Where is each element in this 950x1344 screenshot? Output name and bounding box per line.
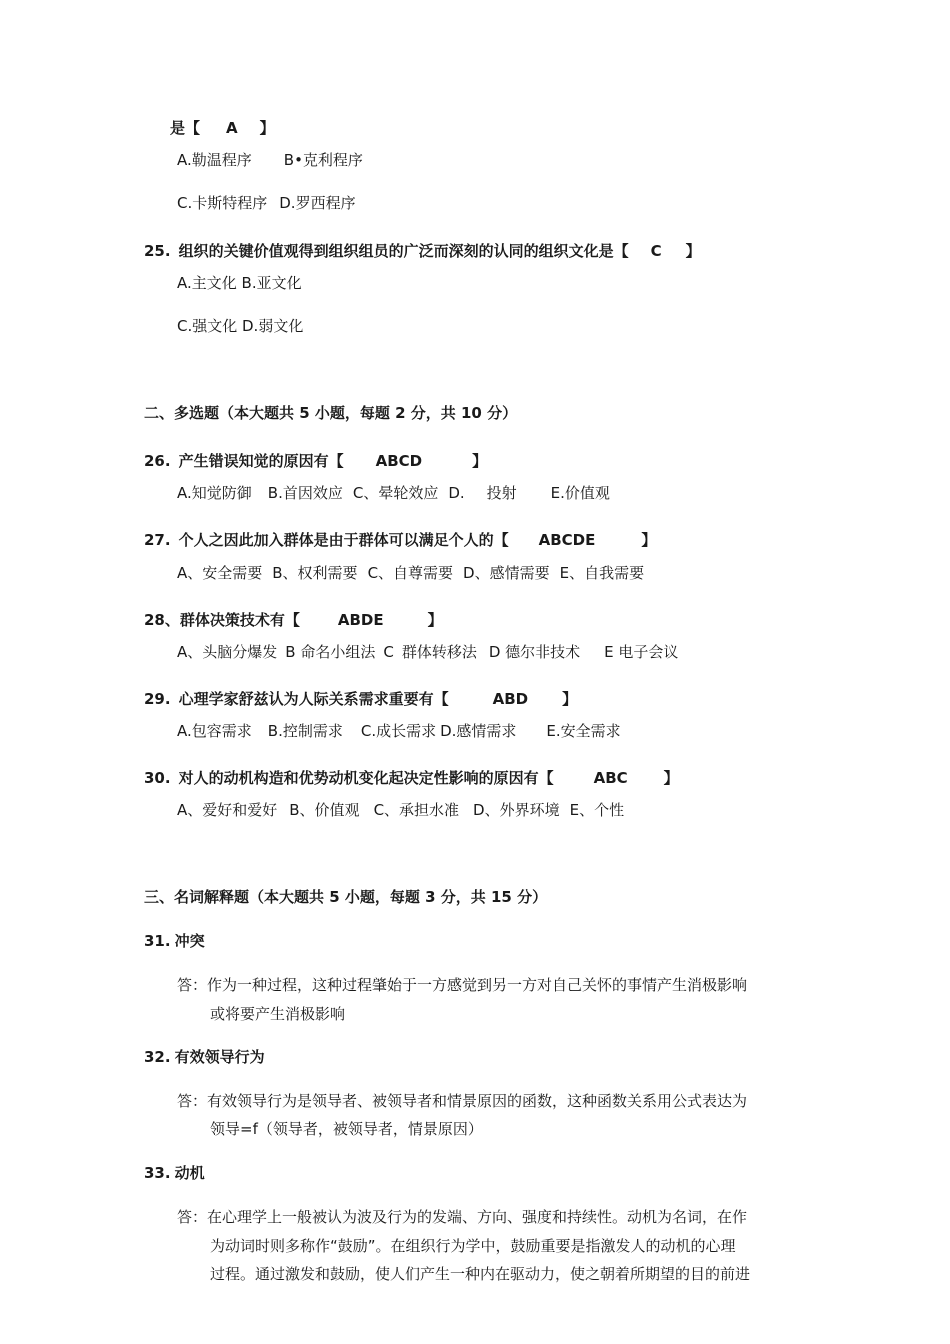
q31-term [144,931,205,951]
q24-options-row2 [177,193,356,213]
q26-number: 26. [144,452,171,470]
q25-number: 25. [144,242,171,260]
q25-answer: C [650,242,662,260]
q26-stem [144,451,487,471]
q33-term-text: 动机 [174,1164,205,1182]
q30-stem [144,768,679,788]
q28-option-c: 群体转移法 [401,643,477,661]
q29-stem-text: 心理学家舒兹认为人际关系需求重要有【 [178,690,449,708]
q28-number: 28、 [144,611,180,629]
q29-number: 29. [144,690,171,708]
q31-term-text: 冲突 [174,932,205,950]
q28-close-bracket: 】 [427,611,443,629]
q26-option-b: B.首因效应 [267,484,343,502]
q29-option-c: C.成长需求 [360,722,437,740]
q32-answer-line2: 领导=f（领导者，被领导者，情景原因） [210,1120,483,1138]
q28-options [177,642,678,662]
q26-option-d: 投射 [486,484,517,502]
q27-close-bracket: 】 [641,531,657,549]
q28-answer: ABDE [337,611,384,629]
q24-stem-tail [170,118,275,138]
q31-number: 31. [144,932,171,950]
q33-number: 33. [144,1164,171,1182]
q27-option-c: C、自尊需要 [367,564,454,582]
q30-close-bracket: 】 [663,769,679,787]
q33-answer-line1: 答：在心理学上一般被认为波及行为的发端、方向、强度和持续性。动机为名词，在作 [177,1208,748,1226]
q27-answer: ABCDE [538,531,596,549]
q29-option-a: A.包容需求 [177,722,252,740]
q26-option-c: C、晕轮效应 [352,484,439,502]
q28-option-c-letter: C [383,643,394,661]
q28-stem-text: 群体决策技术有【 [179,611,300,629]
section2-title: 二、多选题（本大题共 5 小题，每题 2 分，共 10 分） [144,404,518,422]
q30-option-a: A、爱好和爱好 [177,801,278,819]
q30-number: 30. [144,769,171,787]
q26-stem-text: 产生错误知觉的原因有【 [178,452,344,470]
q32-answer-line1: 答：有效领导行为是领导者、被领导者和情景原因的函数，这种函数关系用公式表达为 [177,1092,748,1110]
q25-options-row2: C.强文化 D.弱文化 [177,317,304,335]
q24-stem-text: 是【 [170,119,201,137]
q33-answer-line3: 过程。通过激发和鼓励，使人们产生一种内在驱动力，使之朝着所期望的目的前进 [210,1265,751,1283]
q30-option-b: B、价值观 [289,801,360,819]
q33-term [144,1163,205,1183]
q25-stem [144,241,701,261]
q24-close-bracket: 】 [259,119,275,137]
q28-stem [144,610,443,630]
q27-stem-text: 个人之因此加入群体是由于群体可以满足个人的【 [178,531,509,549]
q30-option-e: E、个性 [569,801,625,819]
q28-option-a: A、头脑分爆发 [177,643,278,661]
q30-options [177,800,624,820]
q28-option-b: B 命名小组法 [285,643,376,661]
q24-option-c: C.卡斯特程序 [177,194,268,212]
q26-close-bracket: 】 [472,452,488,470]
q30-option-c: C、承担水准 [373,801,460,819]
q29-options [177,721,621,741]
q25-options-row1: A.主文化 B.亚文化 [177,274,302,292]
q30-stem-text: 对人的动机构造和优势动机变化起决定性影响的原因有【 [178,769,554,787]
q30-option-d: D、外界环境 [473,801,560,819]
q26-answer: ABCD [375,452,423,470]
section3-title: 三、名词解释题（本大题共 5 小题，每题 3 分，共 15 分） [144,888,548,906]
q28-option-e: E 电子会议 [604,643,679,661]
q24-options-row1 [177,150,363,170]
q25-close-bracket: 】 [685,242,701,260]
q25-stem-text: 组织的关键价值观得到组织组员的广泛而深刻的认同的组织文化是【 [178,242,629,260]
q24-option-b: B•克利程序 [283,151,363,169]
q28-option-d: D 德尔非技术 [488,643,581,661]
q31-answer-line1: 答：作为一种过程，这种过程肇始于一方感觉到另一方对自己关怀的事情产生消极影响 [177,976,748,994]
q27-option-b: B、权利需要 [272,564,358,582]
q29-stem [144,689,577,709]
q26-option-e: E.价值观 [550,484,610,502]
q27-stem [144,530,656,550]
q31-answer-line2: 或将要产生消极影响 [210,1005,346,1023]
q32-number: 32. [144,1048,171,1066]
q27-option-e: E、自我需要 [559,564,645,582]
q24-option-d: D.罗西程序 [279,194,356,212]
q27-options [177,563,644,583]
q27-option-a: A、安全需要 [177,564,263,582]
q26-option-d-letter: D. [448,484,465,502]
q30-answer: ABC [593,769,628,787]
q33-answer-line2: 为动词时则多称作“鼓励”。在组织行为学中，鼓励重要是指激发人的动机的心理 [210,1237,736,1255]
q29-option-d: D.感情需求 [440,722,517,740]
q27-number: 27. [144,531,171,549]
q27-option-d: D、感情需要 [463,564,550,582]
q26-option-a: A.知觉防御 [177,484,252,502]
q26-options [177,483,610,503]
q29-answer: ABD [492,690,529,708]
q32-term [144,1047,265,1067]
q29-close-bracket: 】 [562,690,578,708]
q24-answer: A [226,119,238,137]
q29-option-e: E.安全需求 [546,722,621,740]
q32-term-text: 有效领导行为 [174,1048,265,1066]
q24-option-a: A.勒温程序 [177,151,252,169]
q29-option-b: B.控制需求 [267,722,343,740]
